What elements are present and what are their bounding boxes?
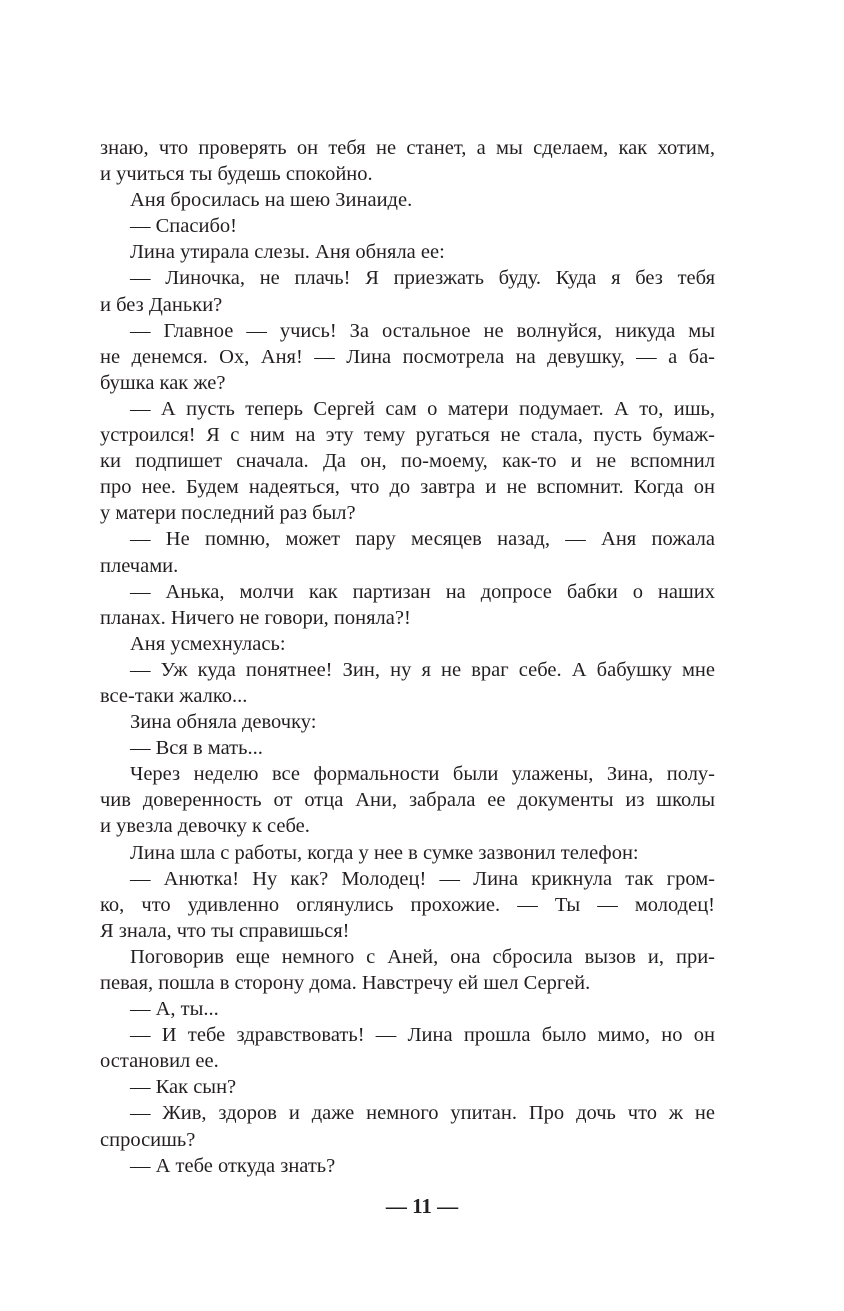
text-line: — Линочка, не плачь! Я приезжать буду. Куда я без тебя [130,267,715,290]
text-line: не денемся. Ох, Аня! — Лина посмотрела на девушку, — а ба- [100,345,715,368]
text-line: про нее. Будем надеяться, что до завтра и не вспомнит. Когда он [100,476,715,499]
text-line: — Спасибо! [130,215,237,238]
page-body-text [100,135,715,1179]
text-line: — Вся в мать... [130,737,263,760]
text-line: планах. Ничего не говори, поняла?! [100,606,411,629]
text-line: — И тебе здравствовать! — Лина прошла было мимо, но он [130,1024,715,1047]
text-line: устроился! Я с ним на эту тему ругаться не стала, пусть бумаж- [100,424,715,447]
text-line: — Уж куда понятнее! Зин, ну я не враг себе. А бабушку мне [130,658,715,681]
text-line: Зина обняла девочку: [130,711,317,734]
text-line: и учиться ты будешь спокойно. [100,163,373,186]
text-line: — А, ты... [130,998,219,1021]
text-line: у матери последний раз был? [100,502,356,525]
text-line: — Главное — учись! За остальное не волнуйся, никуда мы [130,319,715,342]
text-line: плечами. [100,554,179,577]
text-line: знаю, что проверять он тебя не станет, а мы сделаем, как хотим, [100,137,715,159]
page-number: — 11 — [385,1194,459,1218]
text-line: — А пусть теперь Сергей сам о матери подумает. А то, ишь, [130,397,715,420]
text-line: — Анютка! Ну как? Молодец! — Лина крикнула так гром- [130,867,715,890]
text-line: спросишь? [100,1128,196,1151]
text-line: — Жив, здоров и даже немного упитан. Про дочь что ж не [130,1102,715,1125]
text-line: все-таки жалко... [100,684,248,707]
text-line: Поговорив еще немного с Аней, она сбросила вызов и, при- [130,945,715,968]
text-line: Через неделю все формальности были улажены, Зина, полу- [130,763,715,786]
text-line: — Не помню, может пару месяцев назад, — Аня пожала [130,528,715,551]
text-line: певая, пошла в сторону дома. Навстречу ей шел Сергей. [100,972,591,994]
text-line: — Анька, молчи как партизан на допросе бабки о наших [130,580,715,603]
text-line: и увезла девочку к себе. [100,815,310,838]
text-line: остановил ее. [100,1050,219,1073]
text-line: Я знала, что ты справишься! [100,919,350,942]
text-line: Лина шла с работы, когда у нее в сумке зазвонил телефон: [130,841,639,864]
text-line: Аня усмехнулась: [130,632,286,655]
text-line: Лина утирала слезы. Аня обняла ее: [130,241,445,264]
text-line: — А тебе откуда знать? [130,1154,336,1177]
text-line: и без Даньки? [100,293,223,316]
text-line: — Как сын? [130,1076,237,1099]
text-line: ки подпишет сначала. Да он, по-моему, как-то и не вспомнил [100,450,715,473]
text-line: чив доверенность от отца Ани, забрала ее документы из школы [100,789,715,812]
text-line: ко, что удивленно оглянулись прохожие. — Ты — молодец! [100,893,715,916]
text-line: бушка как же? [100,371,226,394]
text-line: Аня бросилась на шею Зинаиде. [130,189,413,212]
